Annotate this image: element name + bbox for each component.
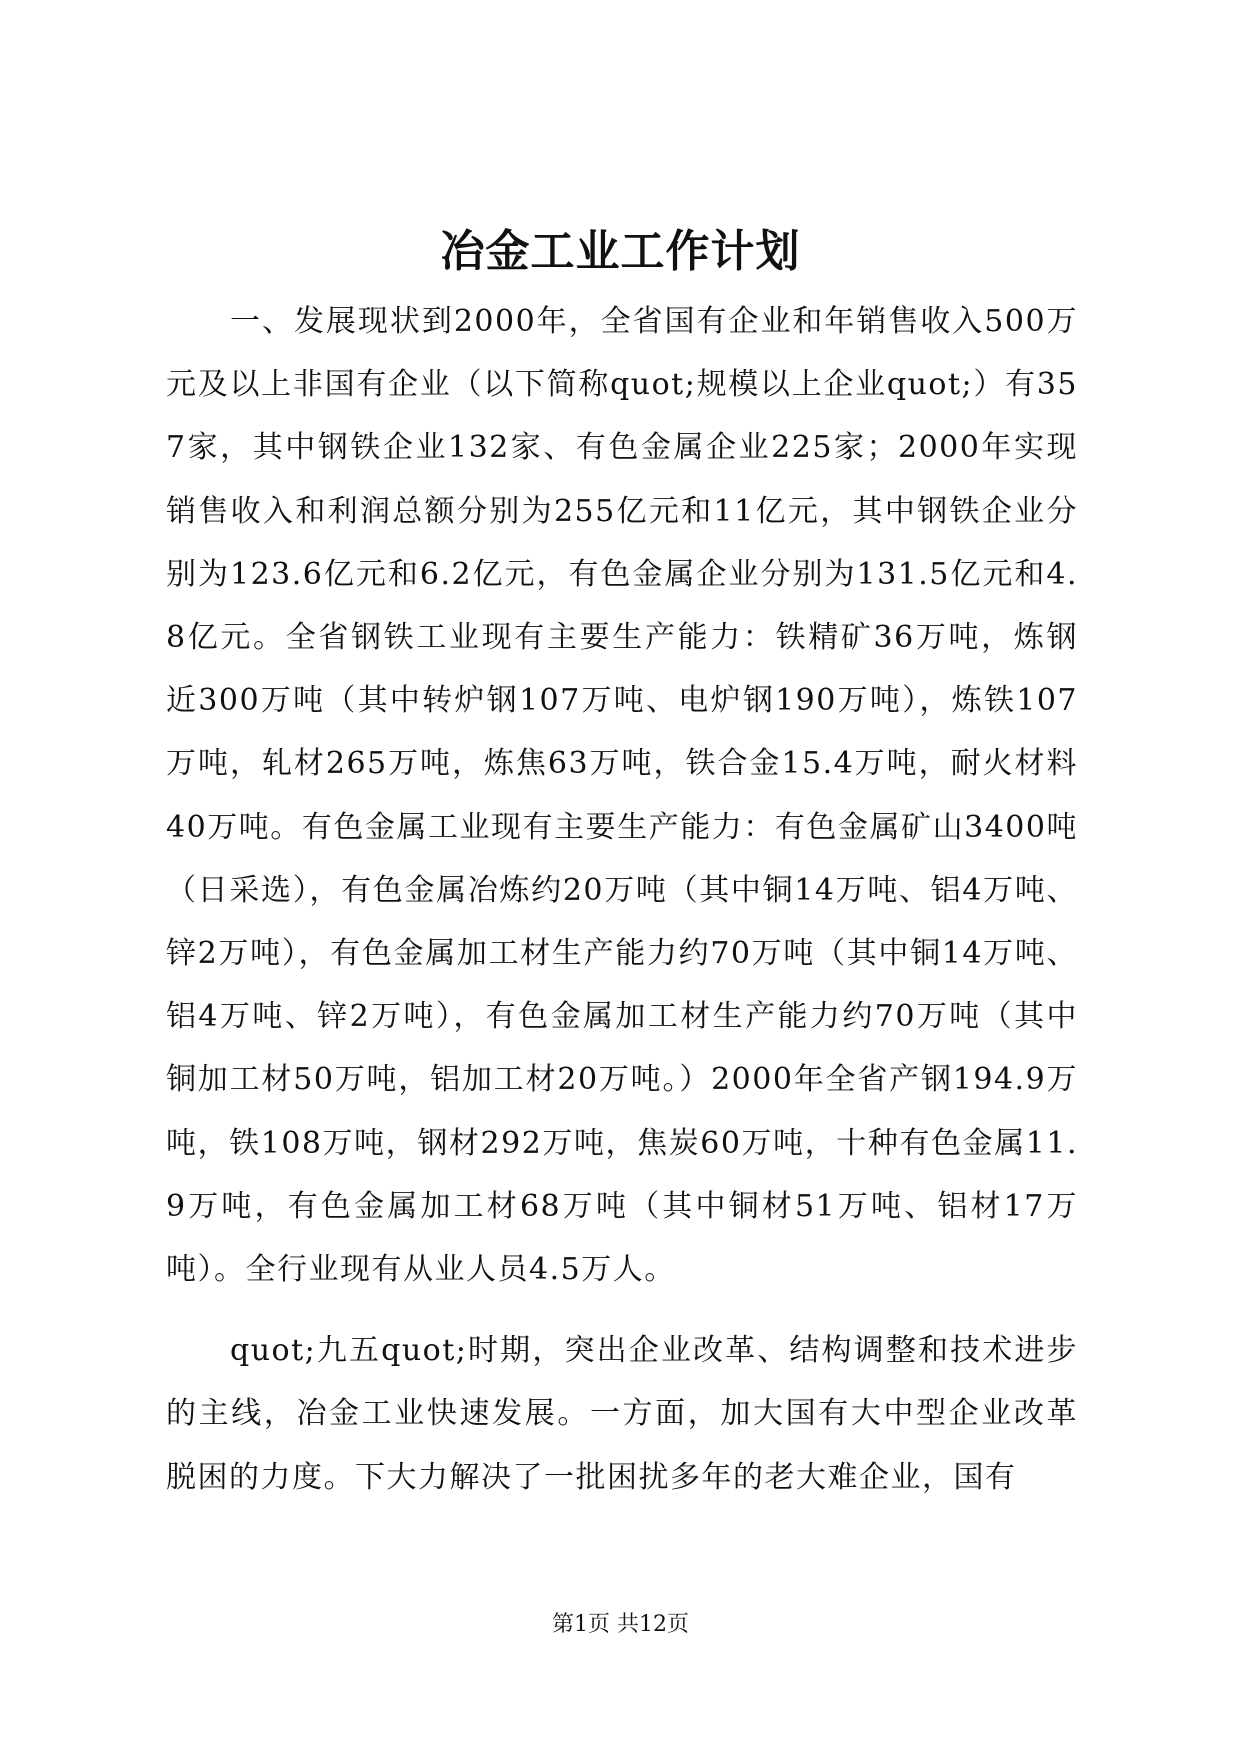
paragraph-1: 一、发展现状到2000年，全省国有企业和年销售收入500万元及以上非国有企业（以下简称quot;规模以上企业quot;）有357家，其中钢铁企业132家、有色金属企业225家；2000年实现销售收入和利润总额分别为255亿元和11亿元，其中钢铁企业分别为123.6亿元和6.2亿元，有色金属企业分别为131.5亿元和4.8亿元。全省钢铁工业现有主要生产能力：铁精矿36万吨，炼钢近300万吨（其中转炉钢107万吨、电炉钢190万吨），炼铁107万吨，轧材265万吨，炼焦63万吨，铁合金15.4万吨，耐火材料40万吨。有色金属工业现有主要生产能力：有色金属矿山3400吨（日采选），有色金属冶炼约20万吨（其中铜14万吨、铝4万吨、锌2万吨），有色金属加工材生产能力约70万吨（其中铜14万吨、铝4万吨、锌2万吨），有色金属加工材生产能力约70万吨（其中铜加工材50万吨，铝加工材20万吨。）2000年全省产钢194.9万吨，铁108万吨，钢材292万吨，焦炭60万吨，十种有色金属11.9万吨，有色金属加工材68万吨（其中铜材51万吨、铝材17万吨）。全行业现有从业人员4.5万人。 [166,304,1078,1288]
document-body [166,290,1078,1509]
paragraph-2: quot;九五quot;时期，突出企业改革、结构调整和技术进步的主线，冶金工业快速发展。一方面，加大国有大中型企业改革脱困的力度。下大力解决了一批困扰多年的老大难企业，国有 [166,1333,1078,1495]
page-number-footer: 第1页 共12页 [552,1612,689,1637]
document-title: 冶金工业工作计划 [440,226,801,277]
